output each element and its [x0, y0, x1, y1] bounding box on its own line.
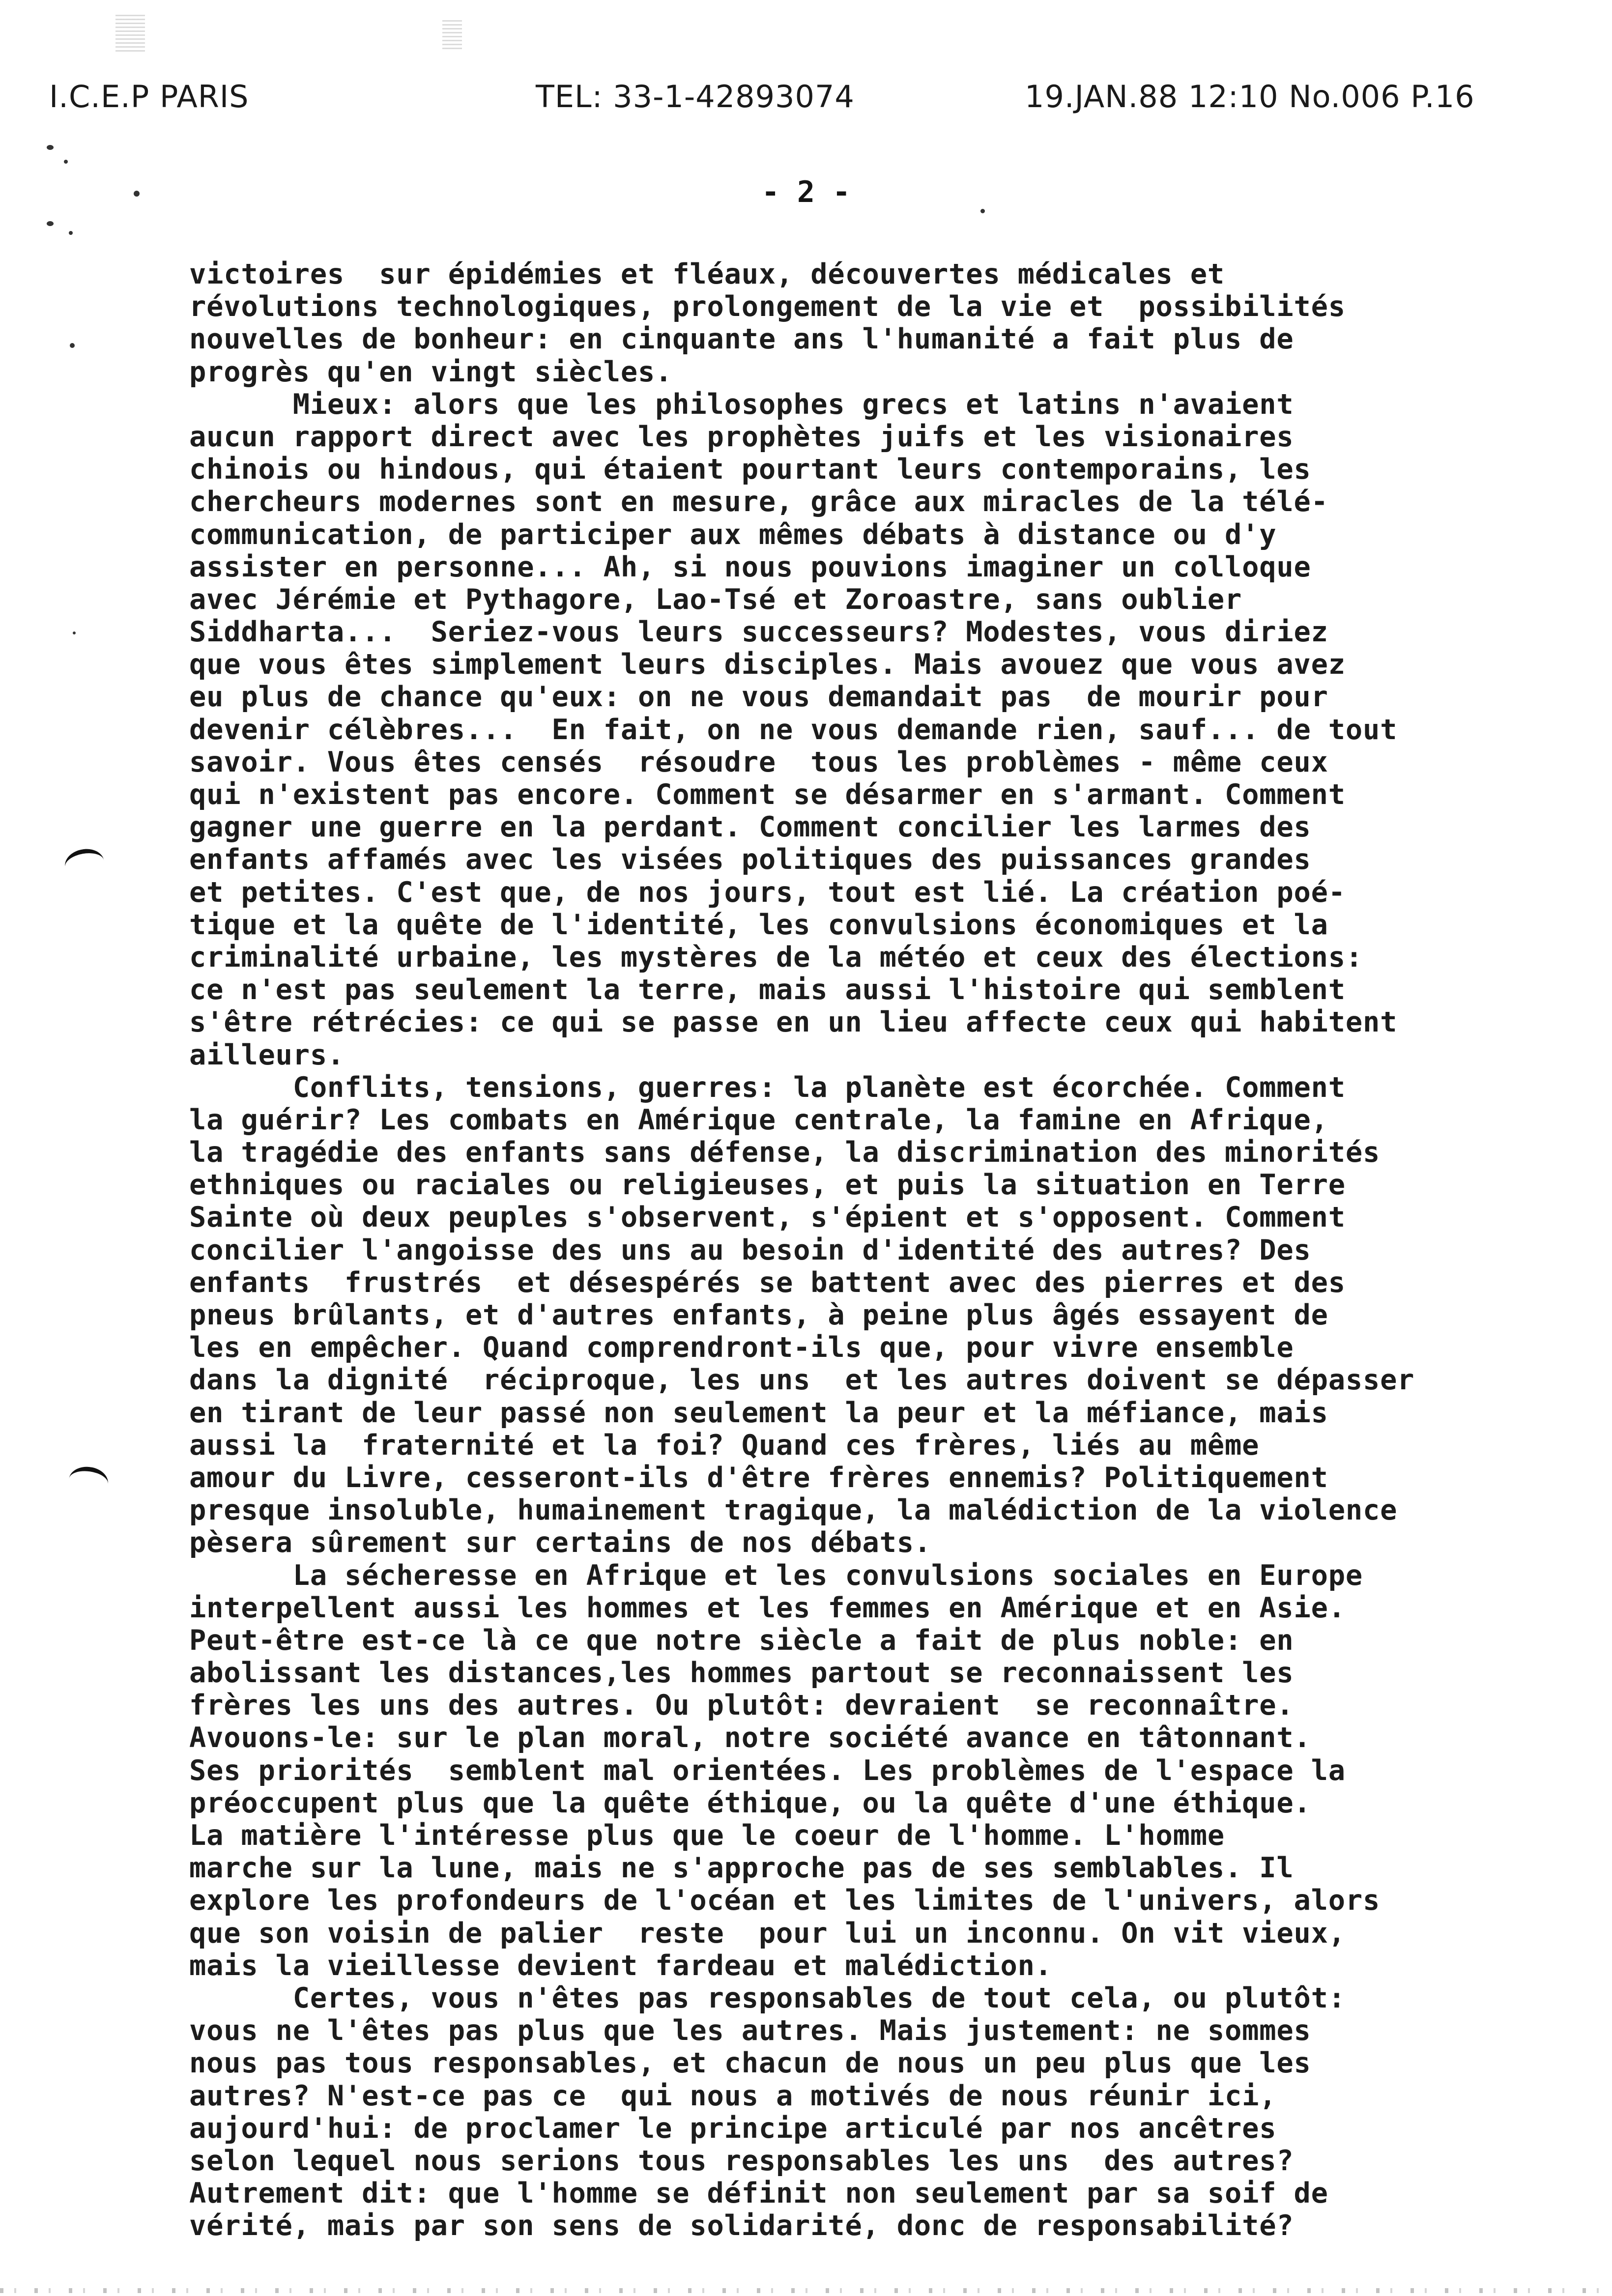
text-line: amour du Livre, cesseront-ils d'être frères ennemis? Politiquement	[189, 1461, 1328, 1494]
text-line: chinois ou hindous, qui étaient pourtant leurs contemporains, les	[189, 453, 1311, 486]
text-line: Mieux: alors que les philosophes grecs et latins n'avaient	[189, 388, 1294, 421]
text-line: pneus brûlants, et d'autres enfants, à peine plus âgés essayent de	[189, 1299, 1328, 1331]
text-line: tique et la quête de l'identité, les convulsions économiques et la	[189, 908, 1328, 941]
text-line: autres? N'est-ce pas ce qui nous a motivés de nous réunir ici,	[189, 2079, 1277, 2112]
scan-smudge	[442, 20, 462, 49]
text-line: vérité, mais par son sens de solidarité, donc de responsabilité?	[189, 2210, 1294, 2242]
scan-speck	[64, 160, 68, 164]
scan-speck	[47, 221, 54, 226]
text-line: les en empêcher. Quand comprendront-ils que, pour vivre ensemble	[189, 1331, 1294, 1364]
text-line: devenir célèbres... En fait, on ne vous demande rien, sauf... de tout	[189, 713, 1398, 746]
text-line: progrès qu'en vingt siècles.	[189, 355, 673, 388]
text-line: la tragédie des enfants sans défense, la discrimination des minorités	[189, 1136, 1381, 1169]
text-line: aucun rapport direct avec les prophètes juifs et les visionaires	[189, 420, 1294, 453]
text-line: gagner une guerre en la perdant. Comment concilier les larmes des	[189, 811, 1311, 844]
punch-hole-mark	[62, 846, 106, 882]
text-line: enfants frustrés et désespérés se battent avec des pierres et des	[189, 1266, 1346, 1299]
text-line: nouvelles de bonheur: en cinquante ans l'humanité a fait plus de	[189, 323, 1294, 356]
text-line: victoires sur épidémies et fléaux, découvertes médicales et	[189, 258, 1225, 290]
scan-speck	[69, 231, 73, 235]
text-line: dans la dignité réciproque, les uns et les autres doivent se dépasser	[189, 1364, 1415, 1397]
text-line: Siddharta... Seriez-vous leurs successeurs? Modestes, vous diriez	[189, 616, 1328, 649]
text-line: s'être rétrécies: ce qui se passe en un lieu affecte ceux qui habitent	[189, 1006, 1398, 1039]
text-line: criminalité urbaine, les mystères de la météo et ceux des élections:	[189, 941, 1363, 974]
text-line: marche sur la lune, mais ne s'approche pas de ses semblables. Il	[189, 1852, 1294, 1885]
scan-speck	[47, 145, 54, 150]
page-number: - 2 -	[761, 175, 851, 209]
document-body	[189, 258, 1600, 2242]
text-line: que son voisin de palier reste pour lui un inconnu. On vit vieux,	[189, 1917, 1346, 1950]
text-line: en tirant de leur passé non seulement la peur et la méfiance, mais	[189, 1396, 1328, 1429]
scan-speck	[134, 191, 140, 197]
text-line: chercheurs modernes sont en mesure, grâce aux miracles de la télé-	[189, 486, 1328, 518]
text-line: mais la vieillesse devient fardeau et malédiction.	[189, 1949, 1052, 1982]
fax-header	[0, 0, 1612, 118]
text-line: Certes, vous n'êtes pas responsables de tout cela, ou plutôt:	[189, 1981, 1346, 2014]
text-line: eu plus de chance qu'eux: on ne vous demandait pas de mourir pour	[189, 681, 1328, 714]
text-line: communication, de participer aux mêmes débats à distance ou d'y	[189, 518, 1277, 551]
text-line: Ses priorités semblent mal orientées. Les problèmes de l'espace la	[189, 1754, 1346, 1787]
fax-sender-organization: I.C.E.P PARIS	[49, 79, 249, 115]
text-line: aussi la fraternité et la foi? Quand ces frères, liés au même	[189, 1429, 1260, 1462]
text-line: Sainte où deux peuples s'observent, s'épient et s'opposent. Comment	[189, 1201, 1346, 1234]
fax-transmission-stamp: 19.JAN.88 12:10 No.006 P.16	[1025, 79, 1475, 115]
text-line: ailleurs.	[189, 1038, 345, 1071]
text-line: ce n'est pas seulement la terre, mais aussi l'histoire qui semblent	[189, 974, 1346, 1006]
fax-telephone-number: TEL: 33-1-42893074	[536, 79, 855, 115]
text-line: Peut-être est-ce là ce que notre siècle a fait de plus noble: en	[189, 1624, 1294, 1657]
text-line: La sécheresse en Afrique et les convulsions sociales en Europe	[189, 1559, 1363, 1592]
text-line: La matière l'intéresse plus que le coeur de l'homme. L'homme	[189, 1819, 1225, 1852]
text-line: et petites. C'est que, de nos jours, tout est lié. La création poé-	[189, 876, 1346, 909]
text-line: Conflits, tensions, guerres: la planète est écorchée. Comment	[189, 1071, 1346, 1104]
text-line: abolissant les distances,les hommes partout se reconnaissent les	[189, 1657, 1294, 1690]
text-line: Avouons-le: sur le plan moral, notre société avance en tâtonnant.	[189, 1722, 1311, 1754]
scan-speck	[980, 209, 985, 213]
text-line: selon lequel nous serions tous responsables les uns des autres?	[189, 2144, 1294, 2177]
scan-speck	[70, 343, 75, 348]
text-line: nous pas tous responsables, et chacun de nous un peu plus que les	[189, 2047, 1311, 2080]
text-line: frères les uns des autres. Ou plutôt: devraient se reconnaître.	[189, 1689, 1294, 1722]
text-line: interpellent aussi les hommes et les femmes en Amérique et en Asie.	[189, 1591, 1346, 1624]
text-line: ethniques ou raciales ou religieuses, et puis la situation en Terre	[189, 1169, 1346, 1202]
text-line: que vous êtes simplement leurs disciples. Mais avouez que vous avez	[189, 648, 1346, 681]
text-line: la guérir? Les combats en Amérique centrale, la famine en Afrique,	[189, 1103, 1328, 1136]
text-line: révolutions technologiques, prolongement de la vie et possibilités	[189, 290, 1346, 323]
text-line: aujourd'hui: de proclamer le principe articulé par nos ancêtres	[189, 2112, 1277, 2145]
text-line: presque insoluble, humainement tragique, la malédiction de la violence	[189, 1494, 1398, 1527]
text-line: vous ne l'êtes pas plus que les autres. Mais justement: ne sommes	[189, 2014, 1311, 2047]
text-line: Autrement dit: que l'homme se définit non seulement par sa soif de	[189, 2177, 1328, 2210]
text-line: préoccupent plus que la quête éthique, ou la quête d'une éthique.	[189, 1786, 1311, 1819]
text-line: qui n'existent pas encore. Comment se désarmer en s'armant. Comment	[189, 778, 1346, 811]
text-line: enfants affamés avec les visées politiques des puissances grandes	[189, 843, 1311, 876]
text-line: savoir. Vous êtes censés résoudre tous les problèmes - même ceux	[189, 746, 1328, 778]
text-line: avec Jérémie et Pythagore, Lao-Tsé et Zoroastre, sans oublier	[189, 583, 1242, 616]
text-line: assister en personne... Ah, si nous pouvions imaginer un colloque	[189, 550, 1311, 583]
text-line: explore les profondeurs de l'océan et les limites de l'univers, alors	[189, 1884, 1381, 1917]
scan-smudge	[115, 12, 145, 52]
text-line: concilier l'angoisse des uns au besoin d'identité des autres? Des	[189, 1234, 1311, 1266]
scan-edge-noise	[0, 2288, 1612, 2293]
scan-speck	[73, 631, 76, 634]
text-line: pèsera sûrement sur certains de nos débats.	[189, 1526, 932, 1559]
punch-hole-mark	[67, 1464, 110, 1499]
